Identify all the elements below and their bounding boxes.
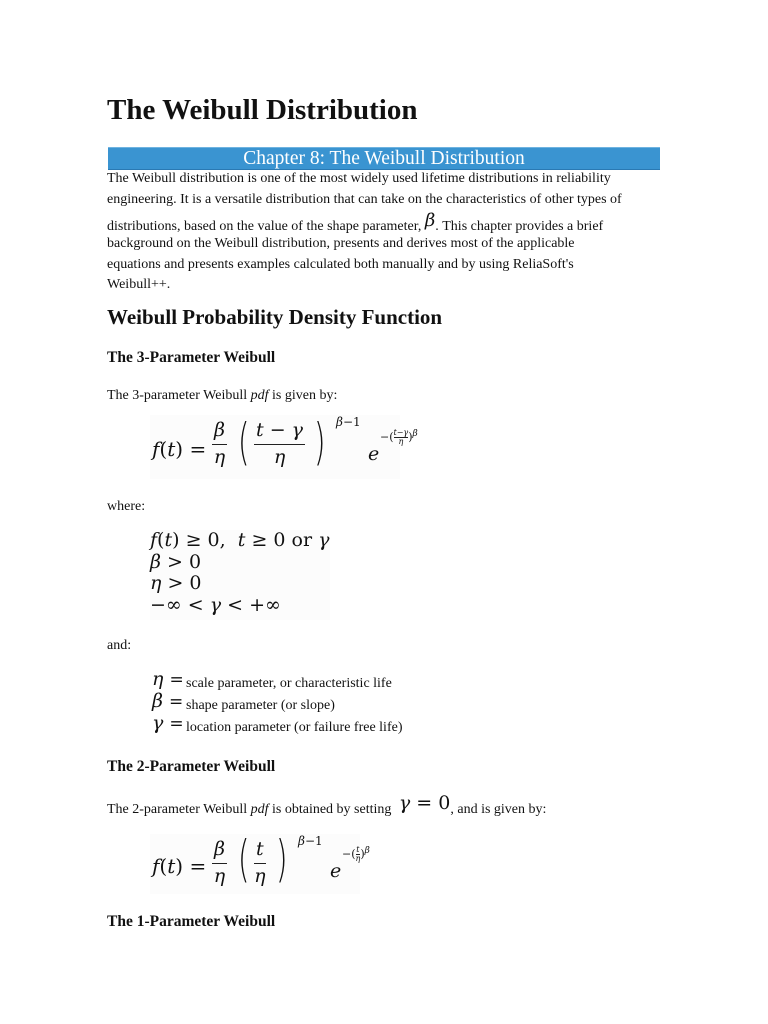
sub3-intro-text: The 3-parameter Weibull pdf is given by: — [107, 388, 338, 403]
intro-line: Weibull++. — [107, 277, 171, 292]
subheading-2-parameter: The 2-Parameter Weibull — [107, 758, 276, 775]
intro-line: distributions, based on the value of the shape parameter, β. This chapter provides a brief — [107, 210, 604, 234]
formula-2-parameter-pdf: f(t) = $\frac{\beta}{\eta}$ ( $\frac{t}{\eta}$ ) β−1 e −( $\frac{t}{\eta}$ )$^\beta$ — [150, 834, 360, 894]
gamma-equals-zero: γ = 0 — [398, 792, 451, 814]
parameter-eta: η = scale parameter, or characteristic life — [152, 668, 392, 691]
section-heading-pdf: Weibull Probability Density Function — [107, 305, 443, 329]
intro-line: equations and presents examples calculated both manually and by using ReliaSoft's — [107, 256, 574, 272]
parameter-beta: β = shape parameter (or slope) — [152, 690, 335, 713]
subheading-3-parameter: The 3-Parameter Weibull — [107, 349, 276, 366]
parameter-gamma: γ = location parameter (or failure free life) — [152, 712, 403, 735]
intro-line: The Weibull distribution is one of the most widely used lifetime distributions in reliability — [107, 171, 611, 186]
intro-line: background on the Weibull distribution, presents and derives most of the applicable — [107, 236, 575, 251]
formula-3-parameter-pdf: f(t) = $\frac{\beta}{\eta}$ ( $\frac{t - \gamma}{\eta}$ ) β−1 e −( $\frac{t-\gamma}{\eta}$ )$^\beta$ — [150, 415, 400, 479]
page-title: The Weibull Distribution — [107, 94, 418, 126]
intro-line: engineering. It is a versatile distribution that can take on the characteristics of other types of — [107, 191, 622, 207]
sub2-intro-text: The 2-parameter Weibull pdf is obtained by setting γ = 0, and is given by: — [107, 792, 547, 817]
intro-paragraph — [107, 169, 667, 296]
formula-conditions: f(t) ≥ 0, t ≥ 0 or γ β > 0 η > 0 −∞ < γ < +∞ — [150, 530, 330, 620]
subheading-1-parameter: The 1-Parameter Weibull — [107, 913, 276, 930]
chapter-banner: Chapter 8: The Weibull Distribution — [108, 147, 660, 170]
parameter-list — [150, 668, 550, 734]
and-label: and: — [107, 638, 132, 653]
where-label: where: — [107, 499, 146, 514]
beta-symbol: β — [424, 210, 436, 231]
